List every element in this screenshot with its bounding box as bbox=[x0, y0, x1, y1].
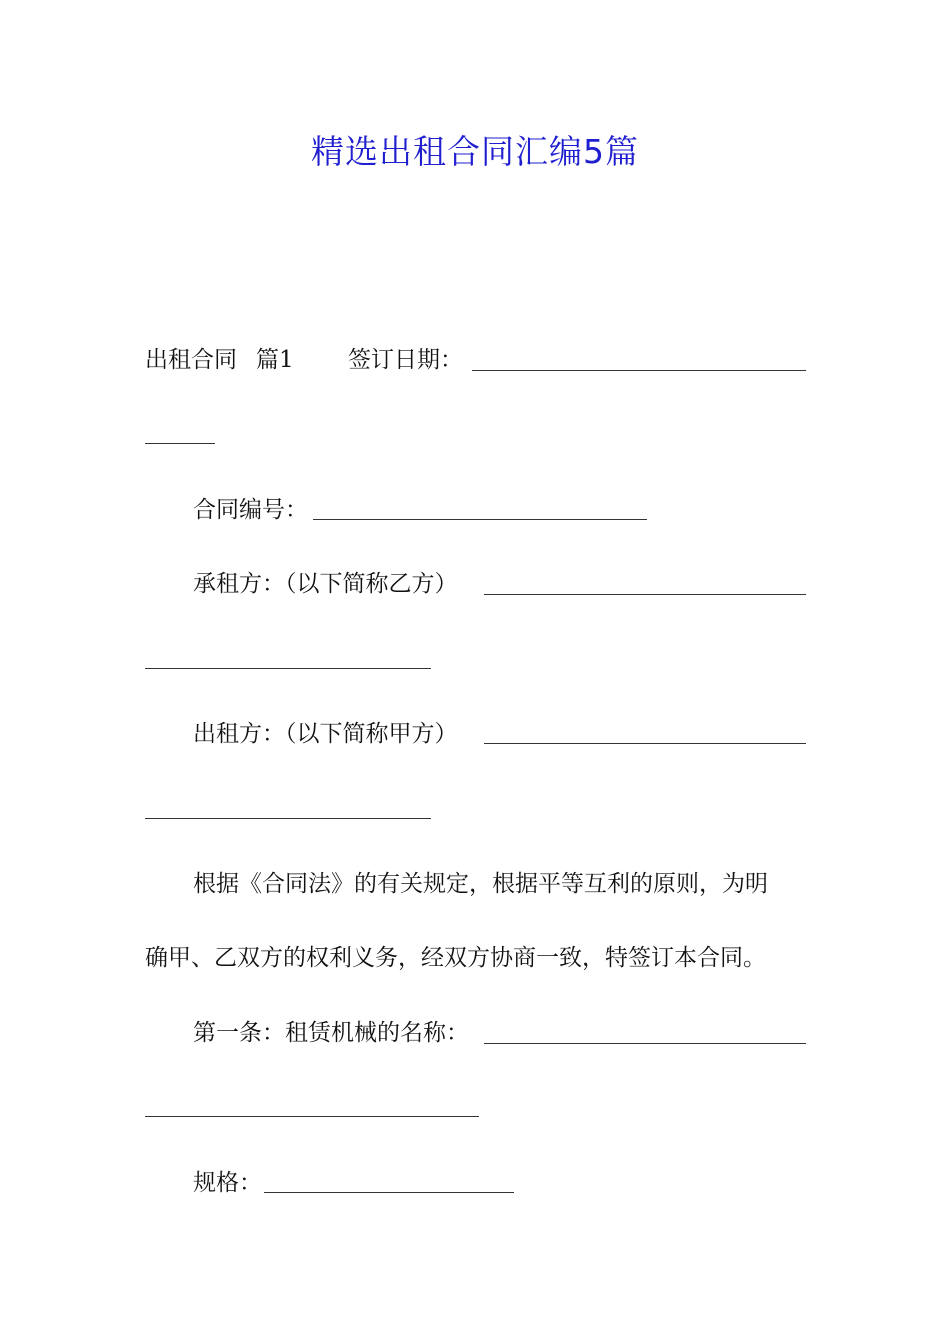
contract-label: 出租合同 bbox=[145, 347, 237, 373]
lessor-label: 出租方：（以下简称甲方） bbox=[193, 721, 458, 747]
article-1-label: 第一条：租赁机械的名称： bbox=[193, 1020, 469, 1046]
spec-blank bbox=[264, 1192, 514, 1193]
contract-number: 篇1 bbox=[256, 347, 294, 373]
contract-no-label: 合同编号： bbox=[193, 497, 308, 523]
contract-no-blank bbox=[313, 519, 647, 520]
signing-date-blank-continued bbox=[145, 443, 215, 444]
signing-date-label: 签订日期： bbox=[348, 347, 463, 373]
spec-label: 规格： bbox=[193, 1170, 262, 1196]
lessee-label: 承租方：（以下简称乙方） bbox=[193, 571, 458, 597]
lessee-blank bbox=[484, 594, 806, 595]
intro-line-2: 确甲、乙双方的权利义务，经双方协商一致，特签订本合同。 bbox=[145, 945, 766, 971]
signing-date-blank bbox=[472, 370, 806, 371]
article-1-blank-continued bbox=[145, 1116, 479, 1117]
document-title: 精选出租合同汇编5篇 bbox=[311, 132, 639, 171]
lessor-blank bbox=[484, 743, 806, 744]
article-1-blank bbox=[484, 1043, 806, 1044]
intro-line-1: 根据《合同法》的有关规定，根据平等互利的原则，为明 bbox=[193, 871, 768, 897]
lessor-blank-continued bbox=[145, 818, 431, 819]
lessee-blank-continued bbox=[145, 668, 431, 669]
